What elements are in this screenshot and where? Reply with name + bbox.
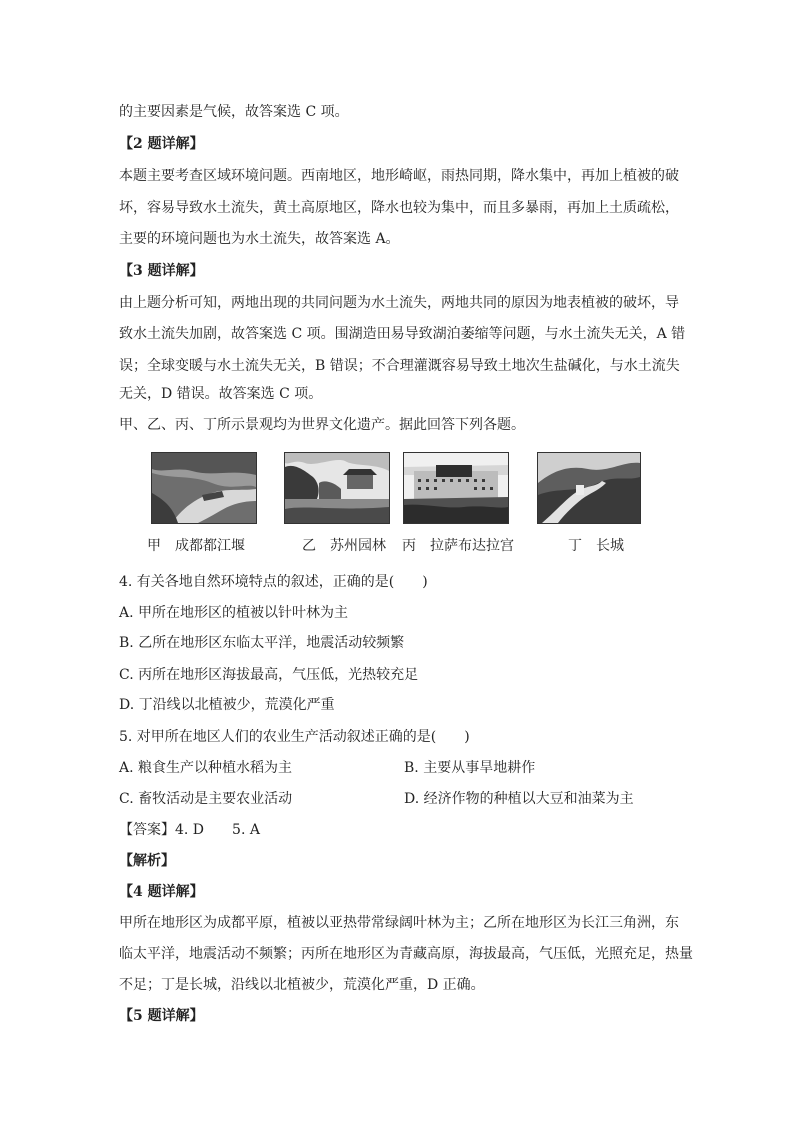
question-5-option-b: B. 主要从事旱地耕作 — [404, 760, 536, 776]
paragraph-line: 坏，容易导致水土流失，黄土高原地区，降水也较为集中，而且多暴雨，再加上土质疏松， — [119, 200, 679, 216]
paragraph-line: 无关，D 错误。故答案选 C 项。 — [119, 386, 323, 402]
caption-jia: 甲 成都都江堰 — [147, 538, 245, 554]
paragraph-line: 的主要因素是气候，故答案选 C 项。 — [119, 104, 349, 120]
question-5-stem: 5. 对甲所在地区人们的农业生产活动叙述正确的是( ) — [119, 729, 470, 745]
question-5-option-c: C. 畜牧活动是主要农业活动 — [119, 791, 293, 807]
answer-line: 【答案】4. D 5. A — [119, 822, 260, 838]
paragraph-line: 不足；丁是长城，沿线以北植被少，荒漠化严重，D 正确。 — [119, 977, 485, 993]
caption-yi: 乙 苏州园林 — [302, 538, 386, 554]
question-intro: 甲、乙、丙、丁所示景观均为世界文化遗产。据此回答下列各题。 — [119, 417, 525, 433]
section-heading-q2: 【2 题详解】 — [119, 136, 204, 152]
section-heading-q4: 【4 题详解】 — [119, 884, 204, 900]
question-4-option-a: A. 甲所在地形区的植被以针叶林为主 — [119, 605, 349, 621]
paragraph-line: 甲所在地形区为成都平原，植被以亚热带常绿阔叶林为主；乙所在地形区为长江三角洲，东 — [119, 915, 679, 931]
paragraph-line: 误；全球变暖与水土流失无关，B 错误；不合理灌溉容易导致土地次生盐碱化，与水土流失 — [119, 358, 680, 374]
question-4-option-b: B. 乙所在地形区东临太平洋，地震活动较频繁 — [119, 635, 405, 651]
photo-great-wall — [537, 452, 641, 524]
paragraph-line: 致水土流失加剧，故答案选 C 项。围湖造田易导致湖泊萎缩等问题，与水土流失无关，A 错 — [119, 326, 686, 342]
section-heading-q3: 【3 题详解】 — [119, 263, 204, 279]
question-5-option-a: A. 粮食生产以种植水稻为主 — [119, 760, 293, 776]
photo-potala-palace — [403, 452, 509, 524]
question-4-option-d: D. 丁沿线以北植被少，荒漠化严重 — [119, 697, 335, 713]
question-5-option-d: D. 经济作物的种植以大豆和油菜为主 — [404, 791, 634, 807]
paragraph-line: 由上题分析可知，两地出现的共同问题为水土流失，两地共同的原因为地表植被的破坏，导 — [119, 295, 679, 311]
question-4-stem: 4. 有关各地自然环境特点的叙述，正确的是( ) — [119, 574, 428, 590]
question-4-option-c: C. 丙所在地形区海拔最高，气压低，光热较充足 — [119, 667, 419, 683]
paragraph-line: 临太平洋，地震活动不频繁；丙所在地形区为青藏高原，海拔最高，气压低，光照充足，热量 — [119, 946, 693, 962]
analysis-heading: 【解析】 — [119, 853, 175, 869]
section-heading-q5: 【5 题详解】 — [119, 1008, 204, 1024]
caption-bing: 丙 拉萨布达拉宫 — [402, 538, 514, 554]
paragraph-line: 主要的环境问题也为水土流失，故答案选 A。 — [119, 231, 400, 247]
photo-suzhou-garden — [284, 452, 390, 524]
photo-dujiangyan — [151, 452, 257, 524]
caption-ding: 丁 长城 — [568, 538, 624, 554]
paragraph-line: 本题主要考查区域环境问题。西南地区，地形崎岖，雨热同期，降水集中，再加上植被的破 — [119, 168, 679, 184]
